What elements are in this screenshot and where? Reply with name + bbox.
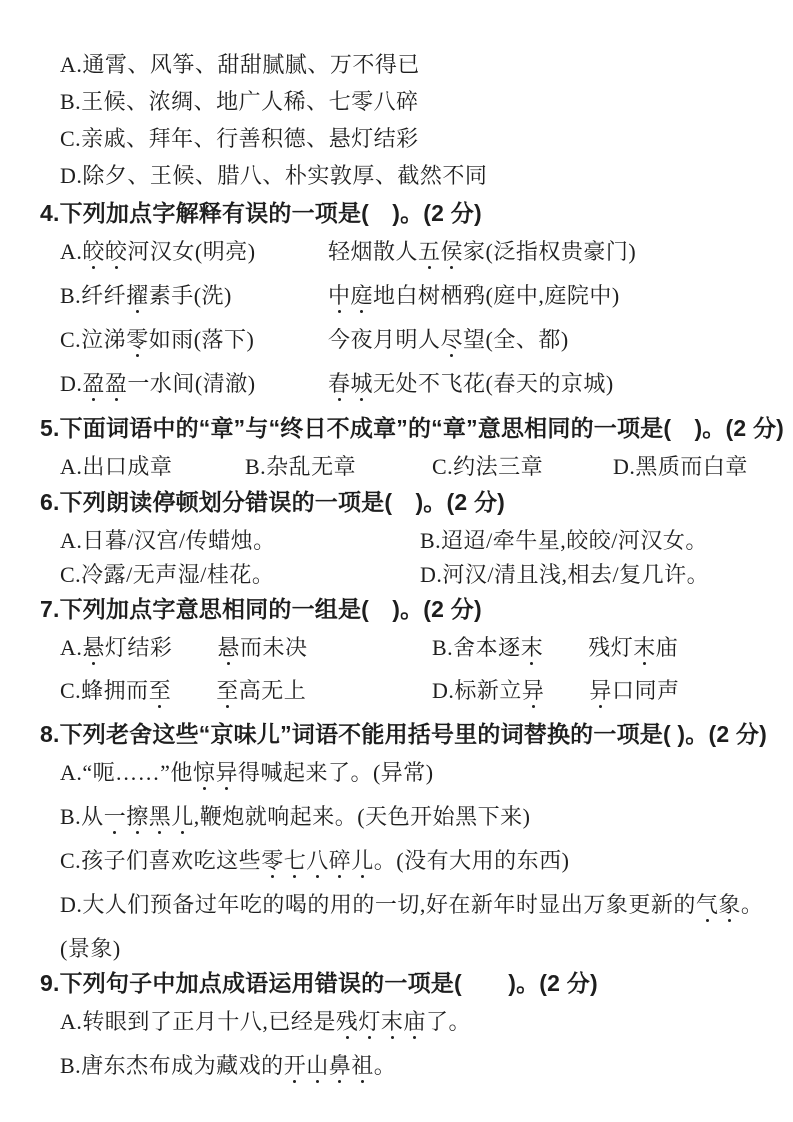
q9-stem [40,970,765,996]
emphasized-char: 山 [306,1053,329,1078]
text-segment: 如雨(落下) [148,327,255,352]
text-segment: 7.下列加点字意思相同的一组是( )。(2 分) [40,596,482,622]
text-segment: 庙 [655,635,679,660]
q7-option-row-cd [60,678,765,704]
emphasized-text [216,678,239,703]
text-segment: 残灯 [543,635,634,660]
q4-option-d-cell-0 [60,371,328,397]
emphasized-char: 侯 [440,239,464,264]
q4-option-c-cell-1 [328,327,569,353]
q8-option-b [60,804,765,830]
text-segment: A. [60,635,83,660]
emphasized-char: 擦 [126,804,149,829]
text-segment: 一水间(清澈) [127,371,256,396]
emphasized-char: 末 [380,1009,404,1034]
q6-option-row-cd-cell-1 [420,562,709,588]
q7-option-row-ab-cell-0 [60,635,432,661]
text-segment: 家(泛指权贵豪门) [463,239,637,264]
text-segment: 轻烟散人 [328,239,419,264]
text-segment: 高无上 [238,678,307,703]
emphasized-text [82,635,105,660]
emphasized-char: 悬 [217,635,240,660]
emphasized-text [521,635,544,660]
text-segment: D. [60,371,83,396]
q6-option-row-ab-cell-0 [60,528,420,554]
emphasized-char: 黑 [148,804,172,829]
emphasized-text [418,239,463,264]
emphasized-char: 至 [148,678,172,703]
emphasized-text [336,1009,426,1034]
text-segment: 无处不飞花(春天的京城) [373,371,614,396]
q6-option-row-cd-cell-0 [60,562,420,588]
text-segment: B.从 [60,804,104,829]
text-segment: B.舍本逐 [432,635,521,660]
q5-options-cell-0 [60,454,245,480]
emphasized-char: 零 [126,327,149,352]
text-segment [544,678,589,703]
q7-option-row-ab-cell-1 [432,635,678,661]
text-segment: C.泣涕 [60,327,127,352]
text-segment: D.大人们预备过年吃的喝的用的一切,好在新年时显出万象更新的 [60,892,696,917]
emphasized-char: 残 [335,1009,359,1034]
emphasized-char: 儿 [171,804,194,829]
q8-option-d-cont [60,936,765,962]
q4-option-c [60,327,765,353]
q5-options-cell-1 [245,454,432,480]
text-segment: C.亲戚、拜年、行善积德、悬灯结彩 [60,126,419,151]
emphasized-char: 皎 [82,239,105,264]
q4-option-d-cell-1 [328,371,614,397]
q4-option-b-cell-1 [328,283,620,309]
q8-option-c [60,848,765,874]
q4-option-b [60,283,765,309]
text-segment: D.河汉/清且浅,相去/复几许。 [420,562,710,587]
q6-option-row-ab-cell-1 [420,528,708,554]
emphasized-char: 鼻 [328,1053,352,1078]
q8-option-a [60,760,765,786]
emphasized-char: 异 [215,760,238,785]
emphasized-char: 末 [633,635,656,660]
text-segment: B.纤纤 [60,283,127,308]
text-segment: 9.下列句子中加点成语运用错误的一项是( )。(2 分) [40,970,598,996]
emphasized-char: 异 [521,678,545,703]
emphasized-char: 皎 [104,239,128,264]
emphasized-char: 八 [306,848,329,873]
emphasized-char: 擢 [126,283,149,308]
q3-option-c [60,126,765,152]
text-segment: 素手(洗) [148,283,232,308]
emphasized-char: 城 [350,371,374,396]
q4-option-a-cell-0 [60,239,328,265]
emphasized-text [193,760,238,785]
emphasized-char: 春 [328,371,351,396]
text-segment: ,鞭炮就响起来。(天色开始黑下来) [193,804,531,829]
emphasized-char: 惊 [192,760,216,785]
text-segment: 河汉女(明亮) [127,239,256,264]
q8-stem [40,721,765,747]
text-segment: 。(没有大用的东西) [373,848,570,873]
text-segment: C.蜂拥而 [60,678,149,703]
text-segment: D.除夕、王候、腊八、朴实敦厚、截然不同 [60,163,488,188]
text-segment: B.迢迢/牵牛星,皎皎/河汉女。 [420,528,708,553]
emphasized-char: 庙 [403,1009,426,1034]
q5-options-cell-3 [613,454,748,480]
q7-option-row-cd-cell-1 [432,678,679,704]
q9-option-a [60,1009,765,1035]
text-segment: 了。 [425,1009,471,1034]
emphasized-char: 零 [261,848,284,873]
text-segment: 望(全、都) [463,327,569,352]
emphasized-char: 气 [695,892,719,917]
q6-option-row-cd [60,562,765,588]
text-segment: C.约法三章 [432,454,544,479]
text-segment: 而未决 [239,635,308,660]
text-segment: (景象) [60,936,121,961]
text-segment: C.冷露/无声湿/桂花。 [60,562,275,587]
emphasized-char: 灯 [358,1009,381,1034]
emphasized-char: 盈 [104,371,128,396]
q7-stem [40,596,765,622]
q6-stem [40,489,765,515]
text-segment: D.黑质而白章 [613,454,748,479]
text-segment: 。 [373,1053,397,1078]
emphasized-text [328,283,373,308]
emphasized-char: 至 [216,678,239,703]
emphasized-text [696,892,741,917]
emphasized-char: 庭 [350,283,374,308]
text-segment: A.日暮/汉宫/传蜡烛。 [60,528,276,553]
text-segment: 8.下列老舍这些“京味儿”词语不能用括号里的词替换的一项是( )。(2 分) [40,721,767,747]
q7-option-row-ab [60,635,765,661]
q4-option-d [60,371,765,397]
q5-options [60,454,765,480]
emphasized-char: 尽 [440,327,464,352]
text-segment: 4.下列加点字解释有误的一项是( )。(2 分) [40,200,482,226]
exam-content [40,52,784,1079]
q3-option-a [60,52,765,78]
emphasized-char: 祖 [351,1053,374,1078]
emphasized-text [589,678,612,703]
emphasized-char: 盈 [82,371,105,396]
q4-option-a [60,239,765,265]
text-segment: 5.下面词语中的“章”与“终日不成章”的“章”意思相同的一项是( )。(2 分) [40,415,784,441]
text-segment: 。 [740,892,764,917]
q4-option-c-cell-0 [60,327,328,353]
text-segment: 6.下列朗读停顿划分错误的一项是( )。(2 分) [40,489,505,515]
emphasized-char: 异 [589,678,612,703]
emphasized-text [441,327,464,352]
emphasized-text [104,804,194,829]
q8-option-d [60,892,765,918]
q5-options-cell-2 [432,454,613,480]
text-segment: D.标新立 [432,678,522,703]
q4-stem [40,200,765,226]
q3-option-d [60,163,765,189]
emphasized-text [633,635,656,660]
text-segment: A.“呃……”他 [60,760,193,785]
q5-stem [40,415,784,441]
emphasized-char: 儿 [351,848,374,873]
emphasized-char: 末 [520,635,544,660]
emphasized-text [126,283,149,308]
text-segment: 口同声 [611,678,680,703]
text-segment: A.转眼到了正月十八,已经是 [60,1009,336,1034]
q4-option-b-cell-0 [60,283,328,309]
text-segment: 今夜月明人 [328,327,441,352]
text-segment: A.出口成章 [60,454,173,479]
text-segment: A.通霄、风筝、甜甜腻腻、万不得已 [60,52,420,77]
text-segment: B.王候、浓绸、地广人稀、七零八碎 [60,89,419,114]
emphasized-text [328,371,373,396]
emphasized-char: 悬 [82,635,105,660]
text-segment: B.杂乱无章 [245,454,357,479]
emphasized-char: 一 [103,804,127,829]
emphasized-text [126,327,149,352]
text-segment: A. [60,239,83,264]
emphasized-char: 碎 [328,848,352,873]
emphasized-char: 开 [283,1053,307,1078]
emphasized-text [217,635,240,660]
emphasized-text [522,678,545,703]
emphasized-text [284,1053,374,1078]
emphasized-char: 五 [418,239,441,264]
emphasized-text [82,239,127,264]
emphasized-char: 象 [718,892,741,917]
emphasized-char: 中 [328,283,351,308]
q7-option-row-cd-cell-0 [60,678,432,704]
emphasized-text [82,371,127,396]
text-segment: C.孩子们喜欢吃这些 [60,848,262,873]
text-segment: B.唐东杰布成为藏戏的 [60,1053,284,1078]
q3-option-b [60,89,765,115]
emphasized-char: 七 [283,848,307,873]
text-segment: 灯结彩 [104,635,218,660]
text-segment [171,678,216,703]
text-segment: 地白树栖鸦(庭中,庭院中) [373,283,620,308]
q9-option-b [60,1053,765,1079]
emphasized-text [149,678,172,703]
emphasized-text [261,848,374,873]
q6-option-row-ab [60,528,765,554]
text-segment: 得喊起来了。(异常) [237,760,434,785]
q4-option-a-cell-1 [328,239,636,265]
